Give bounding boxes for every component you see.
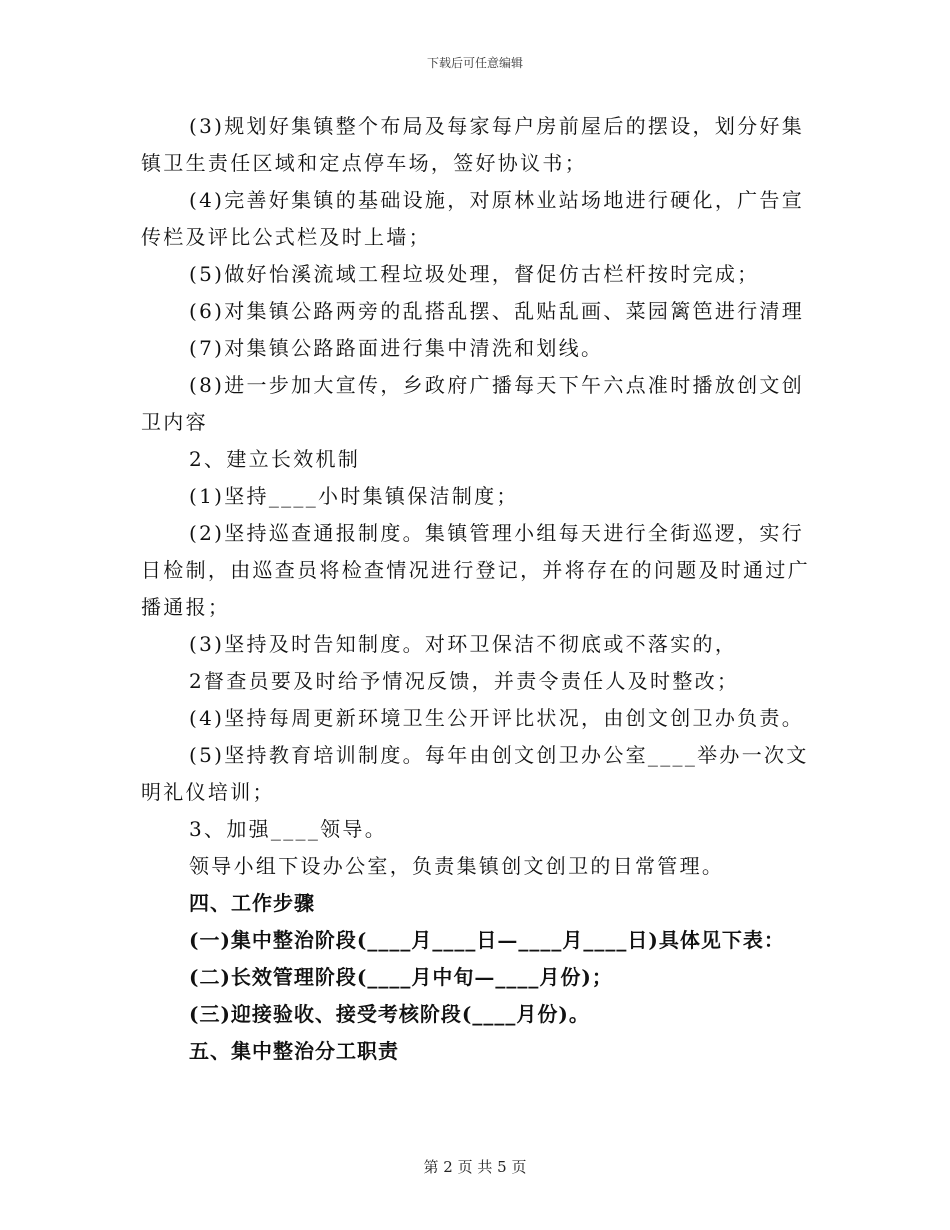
step-item-1: (一)集中整治阶段(____月____日—____月____日)具体见下表： <box>189 928 785 952</box>
step-item-2: (二)长效管理阶段(____月中旬—____月份)； <box>189 965 613 989</box>
mechanism-item-4: (4)坚持每周更新环境卫生公开评比状况，由创文创卫办负责。 <box>189 706 805 730</box>
paragraph-item-8: (8)进一步加大宣传，乡政府广播每天下午六点准时播放创文创卫内容 <box>141 373 805 434</box>
paragraph-item-5: (5)做好怡溪流域工程垃圾处理，督促仿古栏杆按时完成； <box>189 262 760 286</box>
mechanism-item-3: (3)坚持及时告知制度。对环卫保洁不彻底或不落实的， <box>189 632 738 656</box>
section-heading-5: 五、集中整治分工职责 <box>189 1039 399 1063</box>
office-paragraph: 领导小组下设办公室，负责集镇创文创卫的日常管理。 <box>189 854 725 878</box>
mechanism-item-3-cont: 2督查员要及时给予情况反馈，并责令责任人及时整改； <box>189 669 740 693</box>
mechanism-item-1: (1)坚持____小时集镇保洁制度； <box>189 484 519 508</box>
mechanism-item-2: (2)坚持巡查通报制度。集镇管理小组每天进行全街巡逻，实行日检制，由巡查员将检查情况进行登记，并将存在的问题及时通过广播通报； <box>141 521 810 619</box>
step-item-3: (三)迎接验收、接受考核阶段(____月份)。 <box>189 1002 590 1026</box>
paragraph-item-4: (4)完善好集镇的基础设施，对原林业站场地进行硬化，广告宣传栏及评比公式栏及时上墙； <box>141 188 805 249</box>
document-body <box>141 108 817 1070</box>
section-heading-4: 四、工作步骤 <box>189 891 315 915</box>
paragraph-item-6: (6)对集镇公路两旁的乱搭乱摆、乱贴乱画、菜园篱笆进行清理 <box>189 299 805 323</box>
mechanism-item-5: (5)坚持教育培训制度。每年由创文创卫办公室____举办一次文明礼仪培训； <box>141 743 809 804</box>
paragraph-item-3: (3)规划好集镇整个布局及每家每户房前屋后的摆设，划分好集镇卫生责任区域和定点停车场，签好协议书； <box>141 114 805 175</box>
paragraph-item-7: (7)对集镇公路路面进行集中清洗和划线。 <box>189 336 604 360</box>
section-heading-2: 2、建立长效机制 <box>189 447 361 471</box>
section-heading-3: 3、加强____领导。 <box>189 817 388 841</box>
page-header: 下载后可任意编辑 <box>426 56 523 70</box>
page-number: 第 2 页 共 5 页 <box>423 1158 527 1176</box>
